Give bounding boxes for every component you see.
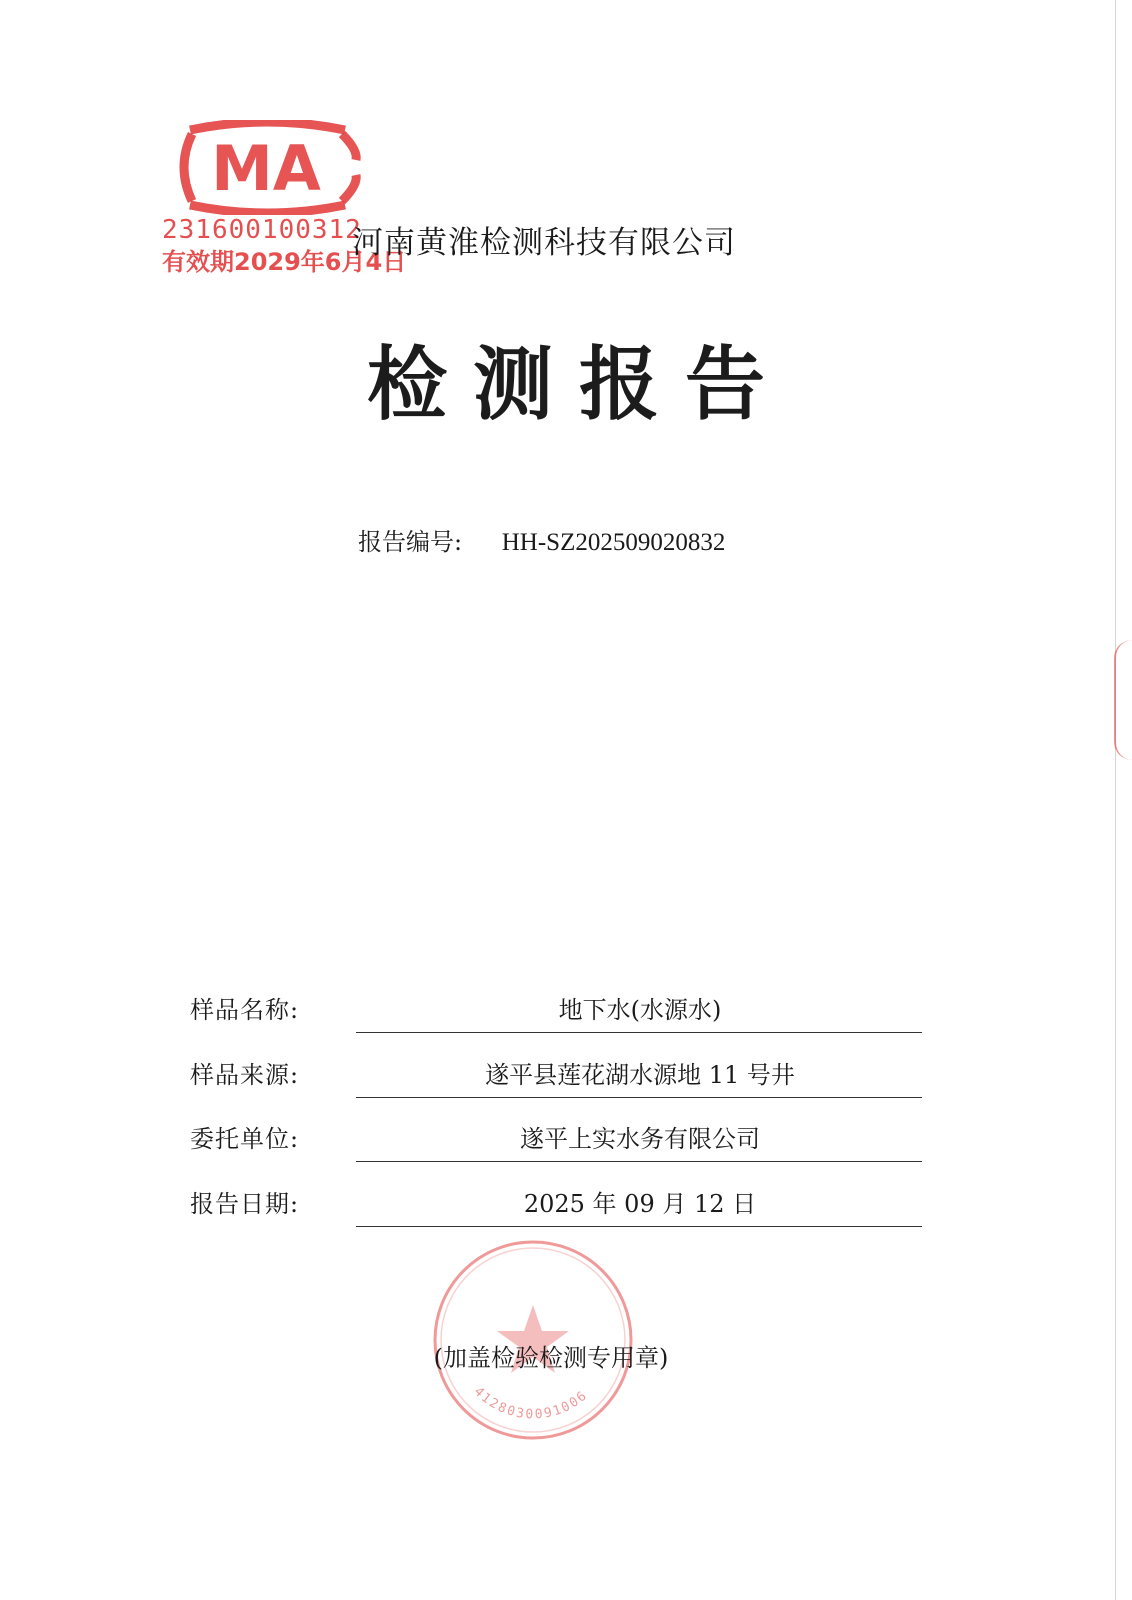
info-value: 2025 年 09 月 12 日 [523, 1190, 757, 1218]
info-row-sample-source [190, 1055, 922, 1095]
info-value: 地下水(水源水) [558, 996, 722, 1024]
svg-text:MA: MA [211, 132, 321, 205]
report-number-value: HH-SZ202509020832 [501, 529, 726, 556]
info-value: 遂平上实水务有限公司 [520, 1125, 760, 1153]
cma-cert-number: 231600100312 [162, 215, 362, 245]
info-label: 委托单位: [190, 1125, 300, 1153]
info-label: 样品来源: [190, 1061, 300, 1089]
svg-text:4128030091006: 4128030091006 [470, 1384, 592, 1423]
info-label: 样品名称: [190, 996, 300, 1024]
seal-caption: (加盖检验检测专用章) [433, 1344, 669, 1372]
report-title: 检测报告 [367, 338, 791, 431]
info-row-report-date [190, 1184, 922, 1224]
underline [356, 1226, 922, 1227]
edge-seal-fragment [1114, 640, 1132, 760]
cma-certification-mark [170, 120, 365, 215]
underline [356, 1161, 922, 1162]
info-row-client [190, 1119, 922, 1159]
report-number-label: 报告编号: [358, 528, 463, 556]
underline [356, 1097, 922, 1098]
company-name: 河南黄淮检测科技有限公司 [352, 225, 736, 261]
info-label: 报告日期: [190, 1190, 300, 1218]
cma-validity-date: 有效期2029年6月4日 [162, 248, 407, 276]
info-value: 遂平县莲花湖水源地 11 号井 [485, 1061, 795, 1089]
report-number [358, 522, 725, 557]
info-row-sample-name [190, 990, 922, 1030]
underline [356, 1032, 922, 1033]
